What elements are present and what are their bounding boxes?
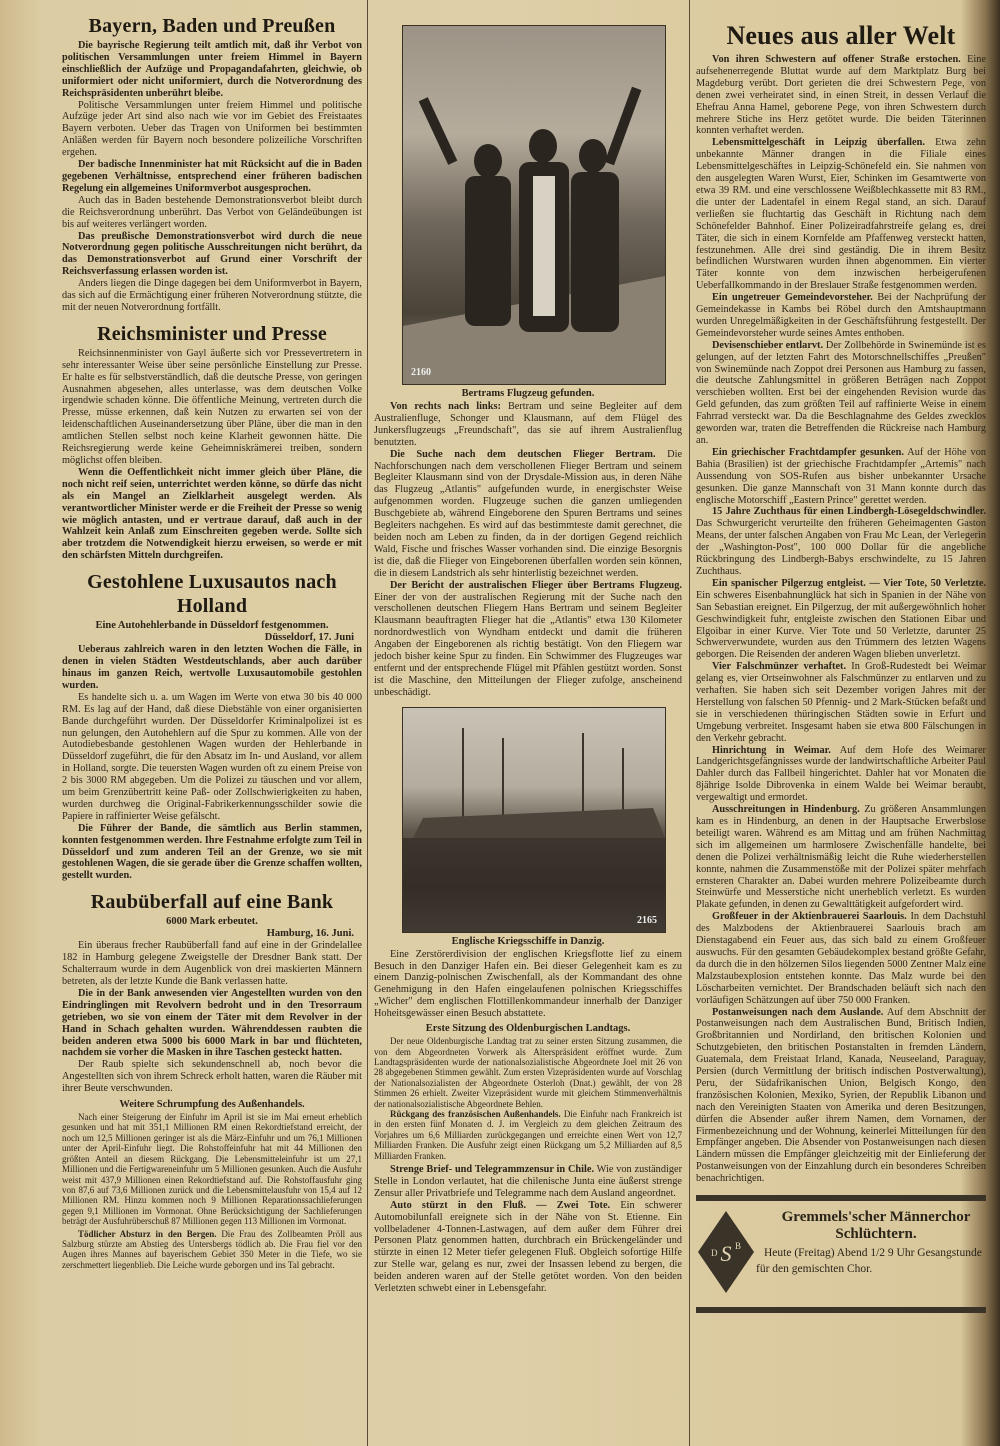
paragraph-text: Die Führer der Bande, die sämtlich aus Berlin stammen, konnten festgenommen werden. Ihre Festnahme erfolgte zum Teil in Düsseldorf und zum anderen Teil an der Grenze, wo sie mit gestohlenen Wagen, die sie gerade über die Grenze schaffen wollten, gestellt wurden.	[62, 822, 362, 882]
paragraph-lead: Von rechts nach links:	[390, 401, 501, 412]
article-body	[374, 401, 682, 699]
article-body	[62, 1229, 362, 1271]
photo-warships-danzig	[402, 707, 666, 933]
article-bertram	[374, 388, 682, 699]
ad-text: Heute (Freitag) Abend 1/2 9 Uhr Gesangstunde	[764, 1247, 982, 1260]
paragraph-lead: Ein spanischer Pilgerzug entgleist. — Vier Tote, 50 Verletzte.	[712, 577, 986, 589]
paragraph	[62, 1112, 362, 1226]
advertisement-maennerchor	[696, 1195, 986, 1313]
photo-number: 2165	[637, 914, 657, 926]
headline: Raubüberfall auf eine Bank	[90, 891, 334, 914]
paragraph	[62, 100, 362, 160]
paragraph	[62, 823, 362, 883]
article-body	[374, 1164, 682, 1295]
article-short-news	[374, 1164, 682, 1295]
paragraph-lead: Auto stürzt in den Fluß. — Zwei Tote.	[390, 1199, 611, 1211]
paragraph-lead: Rückgang des französischen Außenhandels.	[390, 1108, 561, 1119]
headline: Gestohlene Luxusautos nach Holland	[87, 571, 337, 618]
paragraph-text: Auch das in Baden bestehende Demonstrationsverbot bleibt durch die Reichsverordnung unberührt. Das Verbot von Geländeübungen ist bis auf weiteres verlängert worden.	[62, 194, 362, 230]
section-title: Neues aus aller Welt	[726, 21, 956, 50]
photo-aviators	[402, 25, 666, 385]
photo-caption: Bertrams Flugzeug gefunden.	[461, 388, 595, 399]
paragraph	[696, 506, 986, 577]
paragraph-text: Auf dem Abschnitt der Postanweisungen nach dem Australischen Bund, Britisch Indien, Großbritannien und Nordirland, den britischen Kolonien und Schutzgebieten, den britischen Postanstalten in fremden Ländern, Guatemala, dem Freistaat Irland, Kanada, Neuseeland, Paraguay, Persien (durch Vermittlung der britisch indischen Postverwaltung), Peru, der Südafrikanischen Union, Belgisch Kongo, den französischen Kolonien, Mexiko, Syrien, der Republik Libanon und nach den Vereinigten Staaten von Amerika und deren Besitzungen, dürfen die Absender außer ihrem Namen, dem Vornamen, der Firmenbezeichnung und der Wohnung, keinerlei Mitteilungen für den Empfänger angeben. Die Absender von Postanweisungen nach diesen Ländern müssen die Empfänger gleichzeitig mit der Einlieferung der Postanweisungen von der Einzahlung durch ein besonderes Schreiben benachrichtigen.	[696, 1006, 986, 1185]
photo-number: 2160	[411, 367, 431, 378]
paragraph-lead: Von ihren Schwestern auf offener Straße erstochen.	[712, 54, 961, 65]
svg-text:D: D	[711, 1248, 718, 1259]
article-raubueberfall	[62, 890, 362, 1095]
article-body	[696, 54, 986, 1185]
paragraph-lead: Die Suche nach dem deutschen Flieger Bertram.	[390, 448, 656, 460]
paragraph	[62, 644, 362, 692]
paragraph-text: Wie von zuständiger Stelle in London verlautet, hat die chilenische Junta eine äußerst strenge Zensur aller Privatbriefe und Telegramme nach dem Ausland angeordnet.	[374, 1163, 682, 1199]
paragraph-text: Die in der Bank anwesenden vier Angestellten wurden von den Eindringlingen mit Revolvern bedroht und in den Tresorraum getrieben, wo sie von einem der Täter mit dem Revolver in der Hand in Schach gehalten wurden. Währenddessen raubten die beiden anderen etwa 5000 bis 6000 Mark in bar und flüchteten, nachdem sie vorher die Masken in ihre Taschen gesteckt hatten.	[62, 987, 362, 1059]
paragraph-text: Das Schwurgericht verurteilte den früheren Geheimagenten Gaston Means, der unter falschen Angaben von Frau Mc Lean, der Verlegerin der „Washington-Post", 100 000 Dollar für die angebliche Rückbringung des Lindbergh-Babys erschwindelte, zu 15 Jahren Zuchthaus.	[696, 518, 986, 577]
article-danzig	[374, 936, 682, 1020]
article-oldenburg	[374, 1023, 682, 1161]
headline: Bayern, Baden und Preußen	[88, 15, 336, 37]
paragraph-text: Reichsinnenminister von Gayl äußerte sich vor Pressevertretern in sehr interessanter Weise über seine persönliche Einstellung zur Presse. Er halte es für selbstverständlich, daß die deutsche Presse, von geringen Ausnahmen abgesehen, alles unterlasse, was dem deutschen Volke irgendwie schaden könne. Die öffentliche Meinung, vertreten durch die Presse, müsse erkennen, daß kein Nutzen zu erwarten sei von der leidenschaftlichen Auseinandersetzung über Pläne, über die man in den amtlichen Stellen selbst noch keine Klarheit gewonnen hätte. Die Reichsregierung werde keine Geheimniskrämerei treiben, sondern möglichst offen bleiben.	[62, 347, 362, 466]
dateline: Düsseldorf, 17. Juni	[264, 632, 354, 644]
paragraph	[696, 911, 986, 1006]
paragraph-lead: Tödlicher Absturz in den Bergen.	[78, 1228, 217, 1239]
paragraph-text: Der Raub spielte sich sekundenschnell ab, noch bevor die Angestellten sich von ihrem Schreck erholt hatten, waren die Räuber mit ihrer Beute verschwunden.	[62, 1059, 362, 1095]
paragraph-text: Etwa zehn unbekannte Männer drangen in die Filiale eines Lebensmittelgeschäftes in Leipzig-Schönefeld ein. Sie nahmen von den ausgelegten Waren Wurst, Eier, Schinken im Gesamtwerte von etwa 39 RM. und eine verschlossene Weißblechkassette mit 83 RM., die unter der Ladentafel in einem Regal stand, an sich. Darauf verließen sie fluchtartig das Geschäft in Richtung nach dem Schönefelder Bahnhof. Einer Polizeiradfahrstreife gelang es, drei Täter, die sich in einem Kornfelde am Pfaffenweg versteckt hatten, festzunehmen. Alle drei sind geständig. Die in ihrem Besitz befindlichen Wurstwaren wurden ihnen abgenommen. Ein vierter Täter konnte von dem inzwischen herbeigerufenen Ueberfallkommando in der Breslauer Straße festgenommen werden.	[696, 137, 987, 292]
paragraph-text: Politische Versammlungen unter freiem Himmel und politische Aufzüge jeder Art sind also nach wie vor im Gebiet des Freistaates Bayern verboten. Ueber das Tragen von Uniformen bei bestimmten Anläßen werden für Bayern noch besondere polizeiliche Vorschriften ergehen.	[62, 99, 362, 159]
paragraph	[374, 1036, 682, 1109]
headline: Reichsminister und Presse	[97, 322, 327, 345]
paragraph-text: Anders liegen die Dinge dagegen bei dem Uniformverbot in Bayern, das sich auf die Ermächtigung einer früheren Notverordnung stützte, die mit der neuen Notverordnung fortfällt.	[62, 278, 362, 313]
paragraph	[696, 137, 986, 292]
paragraph	[696, 447, 986, 507]
paragraph-text: Nach einer Steigerung der Einfuhr im April ist sie im Mai erneut erheblich gesunken und hat mit 351,1 Millionen RM einen Rekordtiefstand erreicht, der noch um 12,5 Millionen geringer ist als die März-Einfuhr und um 76,1 Millionen unter der April-Einfuhr liegt. Die Rohstoffeinfuhr hat mit 44 Millionen den größten Anteil an diesem Rückgang. Die Lebensmitteleinfuhr ist um 27,1 Millionen und die Fertigwareneinfuhr um 5 Millionen gesunken. Auch die Ausfuhr weist mit 437,9 Millionen einen Rekordtiefstand auf. Die Rohstoffausfuhr ging von 87,6 auf 73,6 Millionen zurück und die Lebensmittelausfuhr von 15,4 auf 12 Millionen RM. Hinzu kommen noch 9 Millionen Reparationssachlieferungen gegen 9,1 Millionen im Vormonat. Ohne Berücksichtigung der Sachlieferungen beträgt der Ausfuhrüberschuß 87 Millionen gegen 113 Millionen im Vormonat.	[62, 1112, 362, 1227]
paragraph	[62, 940, 362, 988]
paragraph-lead: Ein griechischer Frachtdampfer gesunken.	[712, 446, 904, 458]
paragraph-text: Eine aufsehenerregende Bluttat wurde auf dem Marktplatz Burg bei Magdeburg verübt. Dort gerieten die drei Schwestern Pege, von denen zwei verheiratet sind, in einen Streit, in dessen Verlauf die Ehefrau Anna Hamel, geborene Pege, von ihren Schwestern durch mehrere Stiche ins Herz getötet wurde. Die beiden Täterinnen konnten verhaftet werden.	[696, 54, 987, 137]
paragraph-text: Der badische Innenminister hat mit Rücksicht auf die in Baden gegebenen Verhältnisse, entsprechend einer früheren badischen Regelung ein allgemeines Uniformverbot ausgesprochen.	[62, 159, 362, 194]
dsb-logo-icon	[698, 1211, 754, 1293]
article-body	[62, 940, 362, 1095]
headline: Erste Sitzung des Oldenburgischen Landtags.	[425, 1023, 631, 1035]
paragraph	[374, 449, 682, 580]
paragraph-text: Ein schwerer Automobilunfall ereignete sich in der Nähe von St. Etienne. Ein vollbeladener 4-Tonnen-Lastwagen, auf dem außer dem Führer drei Personen Platz genommen hatten, durchbrach ein Brückengeländer und stürzte in einen 12 Meter tiefer gelegenen Fluß. Obgleich sofortige Hilfe zur Stelle war, gelang es nur, zwei der Insassen lebend zu bergen, die beiden anderen waren auf der Stelle getötet worden. Von den beiden Verletzten schwebt einer in Lebensgefahr.	[374, 1199, 682, 1295]
paragraph	[374, 1109, 682, 1161]
svg-text:B: B	[735, 1241, 742, 1252]
paragraph	[62, 988, 362, 1059]
paragraph	[62, 467, 362, 562]
paragraph-lead: Ein ungetreuer Gemeindevorsteher.	[712, 292, 873, 304]
paragraph	[374, 580, 682, 699]
paragraph	[62, 40, 362, 100]
paragraph-lead: Lebensmittelgeschäft in Leipzig überfallen.	[712, 137, 925, 149]
paragraph-text: Die Frau des Zollbeamten Pröll aus Salzburg stürzte am Abstieg des Untersbergs tödlich ab. Die Frau fiel vor den Augen ihres Mannes auf bayerischem Gebiet 350 Meter in die Tiefe, wo sie zerschmettert liegenblieb. Die Leiche wurde geborgen und ins Tal gebracht.	[62, 1228, 362, 1270]
paragraph	[696, 1007, 986, 1186]
paragraph-text: Einer der von der australischen Regierung mit der Suche nach den verschollenen deutschen Fliegern Hans Bertram und seinem Begleiter Klausmann beauftragten Flieger hat die „Atlantis" etwa 130 Kilometer nordnordwestlich von Wyndham entdeckt und damit die früheren Angaben der Eingeborenen als richtig bestätigt. Von den Fliegern war jedoch bisher keine Spur zu finden. Ein Schwimmer des Flugzeuges war entfernt und der entsprechende Flügel mit Pfählen gestützt worden. Sonst ist die Maschine, den Mitteilungen der Flieger zufolge, anscheinend unbeschädigt.	[374, 591, 682, 698]
paragraph	[696, 578, 986, 661]
article-body	[62, 1112, 362, 1226]
paragraph-text: Eine Zerstörerdivision der englischen Kriegsflotte lief zu einem Besuch in den Danziger Hafen ein. Bei dieser Gelegenheit kam es zu einem Danzig-polnischen Zwischenfall, als der Kommandant des ohne Genehmigung in den Hafen eingelaufenen polnischen Kriegsschiffes „Wicher" dem englischen Flottillenkommandeur innerhalb der Danziger Hoheitsgewässer einen Besuch abstattete.	[374, 948, 682, 1020]
paragraph	[62, 692, 362, 823]
paragraph-lead: Postanweisungen nach dem Auslande.	[712, 1006, 884, 1018]
paragraph-text: Der neue Oldenburgische Landtag trat zu seiner ersten Sitzung zusammen, die von dem Abgeordneten Vorwerk als Alterspräsident eröffnet wurde. Zum Landtagspräsidenten wurde der nationalsozialistische Abgeordnete Joel mit 26 von 28 abgegebenen Stimmen gewählt. Zum ersten Vizepräsidenten wurde auf Vorschlag der Nationalsozialisten der Abgeordnete Osterloh (Dnat.) gewählt, der von 28 Stimmen 26 erhielt. Zweiter Vizepräsident wurde mit gleichem Stimmenverhältnis der nationalsozialistische Abgeordnete Behlen.	[374, 1036, 682, 1109]
article-body	[62, 348, 362, 562]
paragraph-lead: Vier Falschmünzer verhaftet.	[712, 661, 847, 673]
subheadline: Eine Autohehlerbande in Düsseldorf festgenommen.	[95, 620, 329, 632]
paragraph-text: Der Zollbehörde in Swinemünde ist es gelungen, auf der letzten Fahrt des Motorschnellschiffes „Preußen" von Swinemünde nach Zoppot drei Personen aus Hamburg zu fassen, die deutsche Zahlungsmittel in größeren Beträgen nach Zoppot verschieben wollten. Erst bei der eingehenden Revision wurde das Geld gefunden, das zum größten Teil auf raffinierte Weise in einem Fahrrad versteckt war. Da die Beschlagnahme des Geldes zwecklos geworden war, traten die Betreffenden die Rückreise nach Hamburg an.	[696, 339, 986, 446]
ad-subtitle: Schlüchtern.	[835, 1226, 917, 1243]
article-absturz	[62, 1229, 362, 1271]
article-bayern	[62, 14, 362, 314]
paragraph-lead: Devisenschieber entlarvt.	[712, 339, 824, 351]
paragraph-text: Bei der Nachprüfung der Gemeindekasse in Kambs bei Röbel durch den Amtshauptmann wurden Unregelmäßigkeiten in der Geschäftsführung festgestellt. Der Gemeindevorsteher wurde seines Amtes enthoben.	[696, 292, 987, 339]
middle-column	[374, 25, 682, 1295]
article-aussenhandel	[62, 1099, 362, 1226]
ad-title: Gremmels'scher Männerchor	[781, 1209, 971, 1226]
paragraph	[62, 195, 362, 231]
warships-image	[403, 708, 665, 932]
paragraph	[374, 1164, 682, 1200]
article-body	[62, 40, 362, 314]
paragraph-lead: Der Bericht der australischen Flieger über Bertrams Flugzeug.	[390, 579, 682, 591]
paragraph	[374, 949, 682, 1020]
paragraph	[696, 340, 986, 447]
paragraph-text: Wenn die Oeffentlichkeit nicht immer gleich über Pläne, die noch nicht reif seien, unterrichtet werden könne, so dürfe das nicht als ein Mangel an Zielklarheit ausgelegt werden. Als verantwortlicher Minister werde er die Freiheit der Presse so wenig wie möglich antasten, und er vertraue darauf, daß auch in der Wahlzeit kein Anlaß zum Einschreiten gegeben werde. Sollte sich aber trotzdem die Notwendigkeit hierzu erweisen, so werde er mit den schärfsten Mitteln durchgreifen.	[62, 466, 362, 562]
paragraph-text: Auf dem Hofe des Weimarer Landgerichtsgefängnisses wurde der landwirtschaftliche Arbeiter Paul Dahler durch das Fallbeil hingerichtet. Dahler hat vor Monaten die 8jährige Isolde Dibrovenka in einem Walde bei Weimar beraubt, vergewaltigt und ermordet.	[696, 744, 986, 804]
column-rule	[689, 0, 690, 1446]
paragraph	[696, 54, 986, 137]
paragraph	[62, 348, 362, 467]
photo-caption: Englische Kriegsschiffe in Danzig.	[451, 935, 605, 947]
right-column	[696, 20, 986, 1313]
paragraph	[62, 278, 362, 314]
paragraph-text: Ein überaus frecher Raubüberfall fand auf eine in der Grindelallee 182 in Hamburg gelegene Zweigstelle der Dresdner Bank statt. Der Schalterraum wurde in dem Augenblick von drei maskierten Männern betreten, als der letzte Kunde die Bank verlassen hatte.	[62, 940, 362, 987]
paragraph	[62, 1059, 362, 1095]
paragraph-text: Auf der Höhe von Bahia (Brasilien) ist der griechische Frachtdampfer „Artemis" nach Aussendung von SOS-Rufen aus bisher unbekannter Ursache gesunken. Die ganze Mannschaft von 31 Mann konnte durch das englische Motorschiff „Eastern Prince" gerettet werden.	[696, 446, 986, 506]
paragraph-lead: Großfeuer in der Aktienbrauerei Saarlouis.	[712, 911, 907, 923]
paragraph	[696, 804, 986, 911]
paragraph	[374, 401, 682, 449]
paragraph-text: In dem Dachstuhl des Malzbodens der Aktienbrauerei Saarlouis brach am Dienstagabend ein Feuer aus, das sich bald zu einem Großfeuer auswuchs. Für den gesamten Gebäudekomplex bestand größte Gefahr, da durch die in den hölzernen Silos liegenden 5000 Zentner Malz eine Malzstaubexplosion entstehen konnte. Das Malz wurde bei den Löscharbeiten vernichtet. Der Brandschaden beläuft sich nach den vorläufigen Schätzungen auf über 750 000 Franken.	[696, 911, 986, 1006]
section-neues-aus-aller-welt	[696, 20, 986, 1185]
paragraph-text: Bertram und seine Begleiter auf dem Australienfluge, Schonger und Klausmann, auf dem Flügel des Junkersflugzeugs „Freundschaft", das sie auf ihrem Australienflug benutzten.	[374, 401, 683, 448]
paragraph-text: In Groß-Rudestedt bei Weimar gelang es, vier Ortseinwohner als Falschmünzer zu entlarven und zu verhaften. Sie haben sich seit Dezember vorigen Jahres mit der Herstellung von falschen 50 Pfennig- und 2 Mark-Stücken befaßt und sie in verschiedenen thüringischen Städten sowie in Erfurt und Umgebung verbreitet. Insgesamt haben sie etwa 800 Fälschungen in den Verkehr gebracht.	[696, 661, 986, 744]
paragraph	[62, 1229, 362, 1271]
article-body	[374, 949, 682, 1020]
paragraph-text: Das preußische Demonstrationsverbot wird durch die neue Notverordnung gegen politische Ausschreitungen nicht berührt, da das Demonstrationsverbot auf Grund einer Vorschrift der Reichsverfassung erlassen worden ist.	[62, 230, 362, 278]
paragraph-lead: 15 Jahre Zuchthaus für einen Lindbergh-Lösegeldschwindler.	[712, 506, 986, 518]
paragraph-lead: Strenge Brief- und Telegrammzensur in Chile.	[390, 1163, 595, 1175]
paragraph-text: Die Nachforschungen nach dem verschollenen Flieger Bertram und seinem Begleiter Klausmann sind von der Drysdale-Mission aus, in deren Nähe das Flugzeug „Atlantis" aufgefunden wurde, in energischster Weise aufgenommen worden. Flugzeuge suchen die ganzen umliegenden Buschgebiete ab, während Eingeborene den Spuren Bertrams und seines Begleiters nachgehen. Es wird auf das bestimmteste damit gerechnet, die beiden noch am Leben zu finden, da in der dortigen Gegend reichlich Wald, Fische und frisches Wasser vorhanden sind. Die einzige Besorgnis ist die, daß die Flieger von Eingeborenen überfallen worden sein können, die in diesem Landstrich als sehr hinterlistig bezeichnet werden.	[374, 448, 683, 579]
paragraph-text: Zu größeren Ansammlungen kam es in Hindenburg, an denen in der Hauptsache Erwerbslose beteiligt waren. Während es am Mittag und am frühen Nachmittag sich im allgemeinen um harmlosere Zwischenfälle handelte, bei denen die Polizei verhältnismäßig leicht die Ruhe wiederherstellen konnte, nahmen die Zusammenstöße mit der Polizei später mehrfach ernsteren Charakter an. Dabei wurden mehrere Polizeibeamte durch Steinwürfe und Messerstiche nicht unerheblich verletzt. Es wurden Plakate gefunden, in denen zu Gewalttätigkeit aufgefordert wird.	[696, 804, 986, 911]
left-column	[62, 14, 362, 1270]
paragraph-text: Es handelte sich u. a. um Wagen im Werte von etwa 30 bis 40 000 RM. Es lag auf der Hand, daß diese Diebstähle von einer organisierten Bande durchgeführt wurden. Der Düsseldorfer Kriminalpolizei ist es nun gelungen, den Autohehlern auf die Spur zu kommen. Alle von der Autodiebesbande gestohlenen Wagen wurden der Hehlerbande in Düsseldorf zugeführt, die für den Absatz im In- und Ausland, vor allem in Holland, sorgte. Die teuersten Wagen wurden oft zu einem Preise von 2 bis 3000 RM abgegeben. Um die Polizei zu täuschen und vor allem, um beim Grenzübertritt keine Paß- oder Zollschwierigkeiten zu haben, wurden durchweg die Original-Fabrikerkennungsschilder sowie die Papiere in raffinierter Weise gefälscht.	[62, 691, 362, 822]
subheadline: 6000 Mark erbeutet.	[166, 916, 258, 928]
paragraph-text: Die bayrische Regierung teilt amtlich mit, daß ihr Verbot von politischen Versammlungen unter freiem Himmel in Bayern einschließlich der Aufzüge und Propagandafahrten, gleichwie, ob uniformiert oder nicht uniformiert, durch die Notverordnung des Reichspräsidenten unberührt bleibe.	[62, 40, 362, 99]
article-luxusautos	[62, 570, 362, 882]
headline: Weitere Schrumpfung des Außenhandels.	[119, 1099, 305, 1111]
paragraph-lead: Hinrichtung in Weimar.	[712, 744, 831, 756]
paragraph-text: Ueberaus zahlreich waren in den letzten Wochen die Fälle, in denen in vielen Städten Westdeutschlands, aber auch darüber hinaus im ganzen Reich, wertvolle Luxusautomobile gestohlen wurden.	[62, 644, 362, 691]
paragraph	[696, 745, 986, 805]
paragraph-lead: Ausschreitungen in Hindenburg.	[712, 804, 860, 816]
article-body	[374, 1036, 682, 1161]
paragraph-text: Die Einfuhr nach Frankreich ist in den ersten fünf Monaten d. J. im Vergleich zu dem gleichen Zeitraum des Vorjahres um 6,6 Milliarden zurückgegangen und erreichte einen Wert von 12,7 Milliarden Franken. Die Ausfuhr zeigt einen Rückgang um 5,2 Milliarden auf 8,5 Milliarden Franken.	[374, 1108, 682, 1161]
ad-text: für den gemischten Chor.	[756, 1263, 873, 1276]
paragraph	[374, 1200, 682, 1295]
paragraph-text: Ein schweres Eisenbahnunglück hat sich in Spanien in der Nähe von San Sebastian ereignet. Ein Pilgerzug, der mit außergewöhnlich hoher Geschwindigkeit fuhr, entgleiste zwischen den Stationen Eibar und Elgoibar in einer Kurve. Vier Tote und 50 Verletzte, darunter 25 Schwerverwundete, wurden aus den Trümmern des letzten Wagens geborgen. Die Reisenden der anderen Wagen blieben unverletzt.	[696, 589, 986, 661]
column-rule	[367, 0, 368, 1446]
article-body	[62, 644, 362, 882]
dateline: Hamburg, 16. Juni.	[266, 928, 354, 940]
paragraph	[62, 231, 362, 279]
paragraph	[696, 661, 986, 744]
paragraph	[62, 159, 362, 195]
article-presse	[62, 322, 362, 562]
paragraph	[696, 292, 986, 340]
svg-text:S: S	[720, 1241, 732, 1267]
aviators-figures-image	[403, 26, 665, 384]
